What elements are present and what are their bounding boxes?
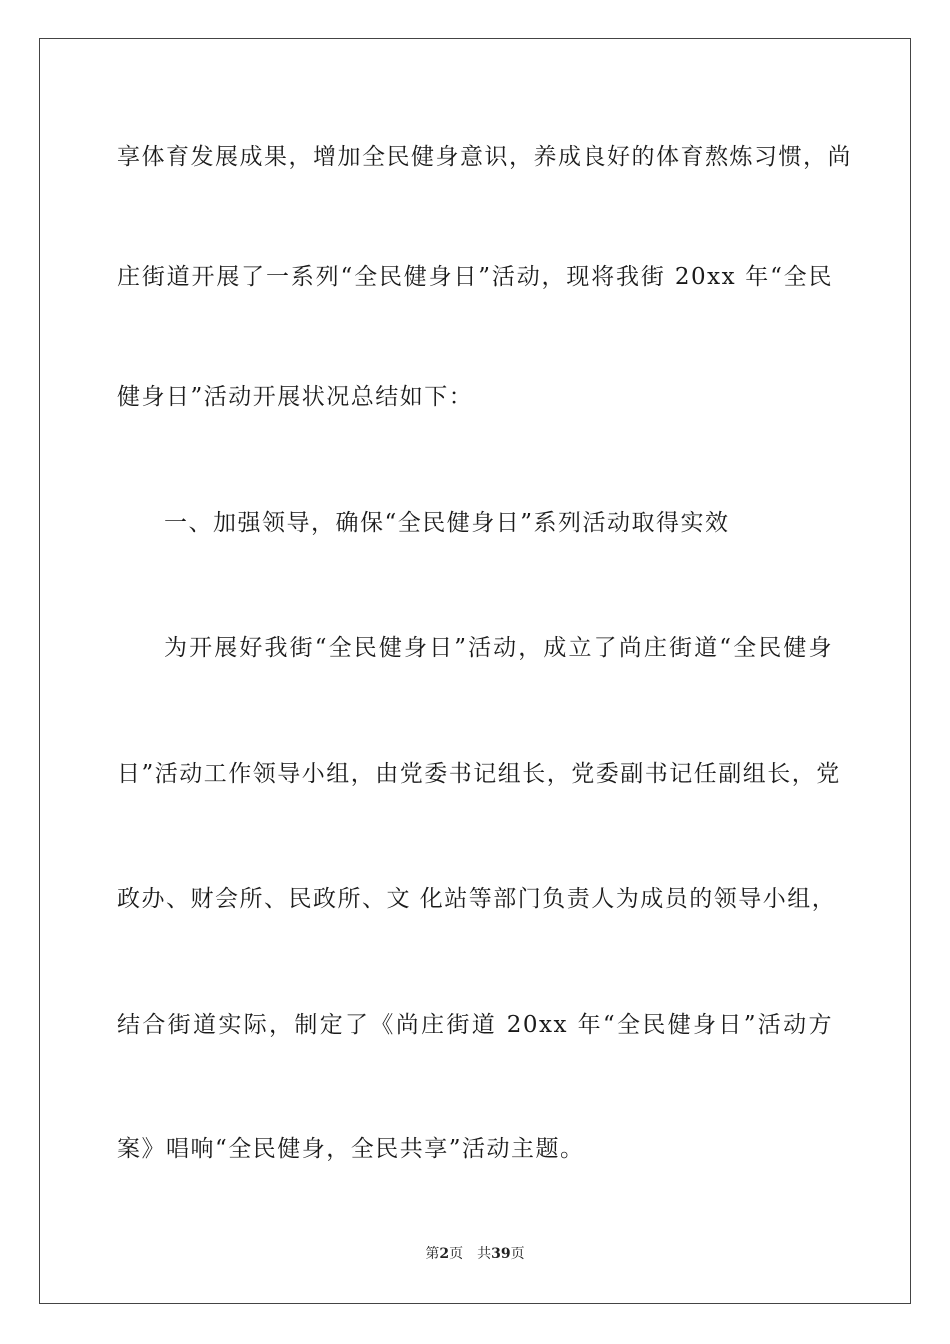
page-footer [0,1244,950,1264]
body-text-line-9: 案》唱响“全民健身，全民共享”活动主题。 [117,1136,585,1162]
body-text-line-6: 日”活动工作领导小组，由党委书记组长，党委副书记任副组长，党 [117,761,841,787]
section-heading: 一、加强领导，确保“全民健身日”系列活动取得实效 [164,510,730,536]
page-prefix: 第 [425,1246,440,1262]
page-border [39,38,911,1304]
total-pages: 39 [491,1246,511,1262]
body-text-line-5: 为开展好我街“全民健身日”活动，成立了尚庄街道“全民健身 [164,635,833,661]
body-text-line-7: 政办、财会所、民政所、文 化站等部门负责人为成员的领导小组， [117,886,837,912]
body-text-line-8: 结合街道实际，制定了《尚庄街道 20xx 年“全民健身日”活动方 [117,1012,833,1038]
page-suffix: 页 [449,1246,464,1262]
total-suffix: 页 [510,1246,525,1262]
page-number: 2 [439,1246,450,1262]
body-text-line-3: 健身日”活动开展状况总结如下： [117,384,474,410]
total-prefix: 共 [477,1246,492,1262]
body-text-line-1: 享体育发展成果，增加全民健身意识，养成良好的体育熬炼习惯，尚 [117,144,852,170]
body-text-line-2: 庄街道开展了一系列“全民健身日”活动，现将我街 20xx 年“全民 [117,264,833,290]
